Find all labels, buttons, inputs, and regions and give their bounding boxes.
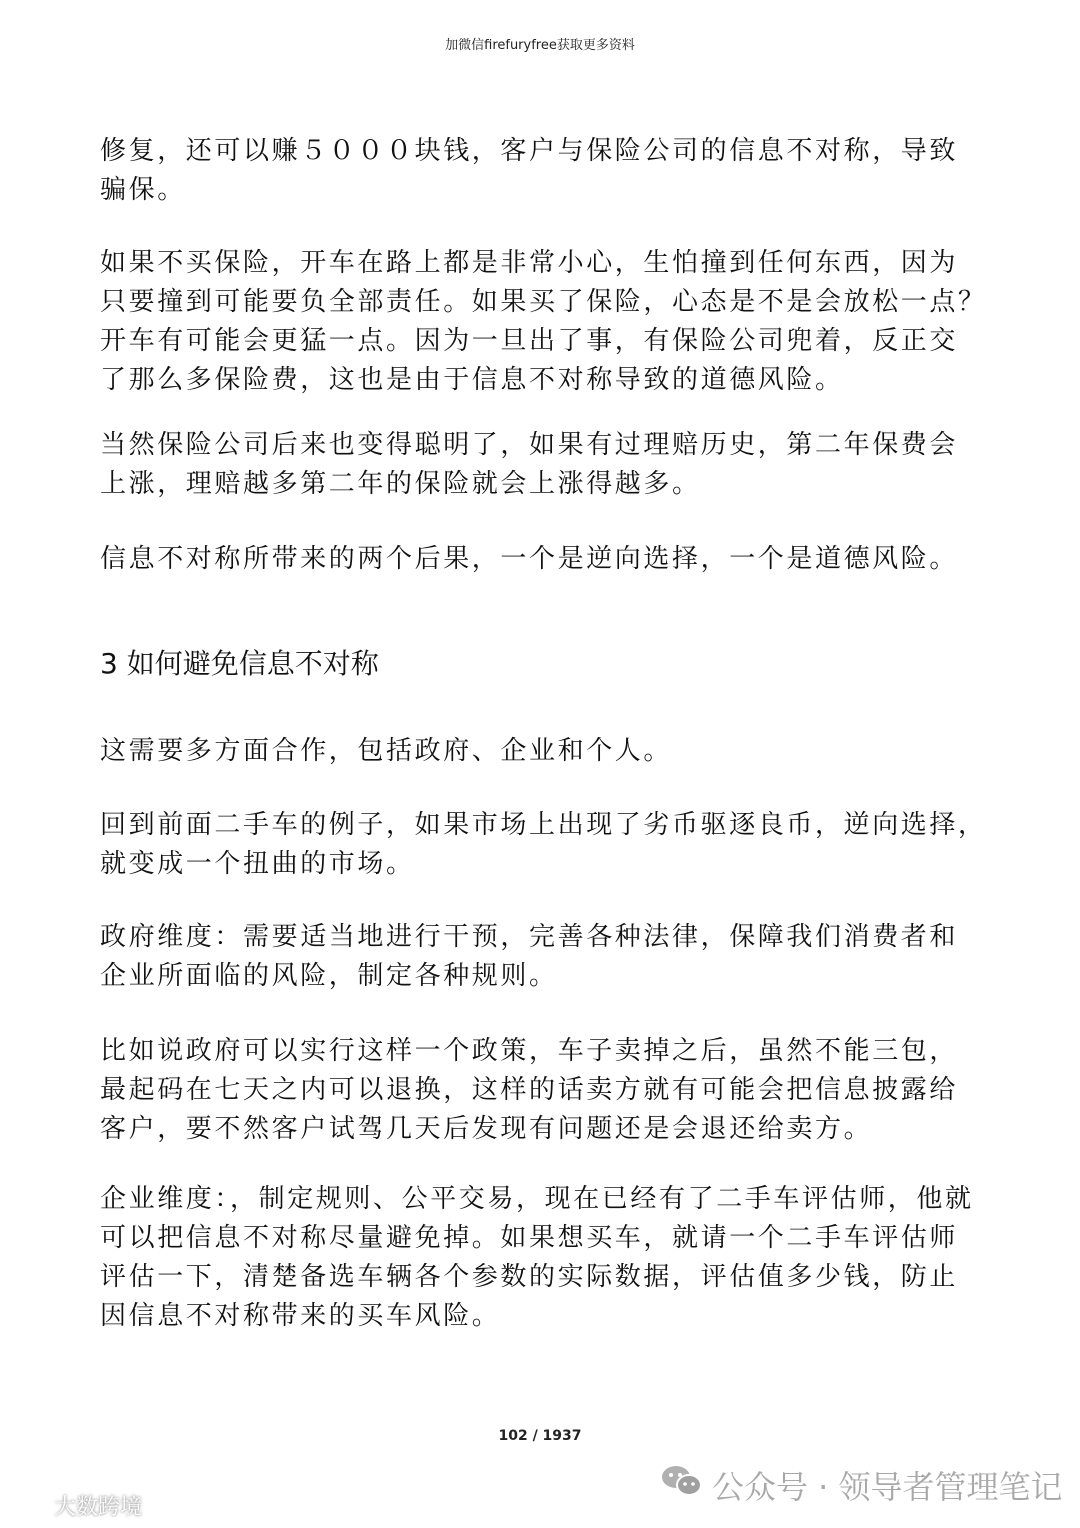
text-line: 企业所面临的风险，制定各种规则。 <box>100 961 558 991</box>
brand-text: 大数跨境 <box>54 1495 143 1520</box>
text-line: 可以把信息不对称尽量避免掉。如果想买车，就请一个二手车评估师 <box>100 1223 959 1253</box>
text-line: 只要撞到可能要负全部责任。如果买了保险，心态是不是会放松一点？ <box>100 287 987 317</box>
paragraph <box>100 918 990 996</box>
text-line: 评估一下，清楚备选车辆各个参数的实际数据，评估值多少钱，防止 <box>100 1262 959 1292</box>
text-line: 上涨，理赔越多第二年的保险就会上涨得越多。 <box>100 469 701 499</box>
text-line: 就变成一个扭曲的市场。 <box>100 849 415 879</box>
paragraph <box>100 244 990 400</box>
text-line: 因信息不对称带来的买车风险。 <box>100 1301 501 1331</box>
paragraph <box>100 806 990 884</box>
paragraph <box>100 132 990 210</box>
text-line: 骗保。 <box>100 175 186 205</box>
text-line: 最起码在七天之内可以退换，这样的话卖方就有可能会把信息披露给 <box>100 1075 959 1105</box>
text-line: 企业维度：，制定规则、公平交易，现在已经有了二手车评估师，他就 <box>100 1184 974 1214</box>
page-number: 102 / 1937 <box>498 1428 582 1444</box>
paragraph <box>100 540 990 579</box>
text-line: 这需要多方面合作，包括政府、企业和个人。 <box>100 736 673 766</box>
paragraph <box>100 1180 990 1336</box>
text-line: 了那么多保险费，这也是由于信息不对称导致的道德风险。 <box>100 365 844 395</box>
section-heading: 3 如何避免信息不对称 <box>100 647 379 680</box>
paragraph <box>100 1032 990 1149</box>
text-line: 回到前面二手车的例子，如果市场上出现了劣币驱逐良币，逆向选择， <box>100 810 987 840</box>
paragraph <box>100 732 990 771</box>
text-line: 政府维度：需要适当地进行干预，完善各种法律，保障我们消费者和 <box>100 922 959 952</box>
text-line: 修复，还可以赚５０００块钱，客户与保险公司的信息不对称，导致 <box>100 136 959 166</box>
brand-watermark <box>6 1490 142 1521</box>
watermark-text: 公众号 · 领导者管理笔记 <box>712 1468 1063 1506</box>
text-line: 比如说政府可以实行这样一个政策，车子卖掉之后，虽然不能三包， <box>100 1036 959 1066</box>
text-line: 开车有可能会更猛一点。因为一旦出了事，有保险公司兜着，反正交 <box>100 326 959 356</box>
page-header: 加微信firefuryfree获取更多资料 <box>445 38 635 53</box>
text-line: 客户，要不然客户试驾几天后发现有问题还是会退还给卖方。 <box>100 1114 873 1144</box>
wechat-icon <box>660 1463 704 1507</box>
text-line: 如果不买保险，开车在路上都是非常小心，生怕撞到任何东西，因为 <box>100 248 959 278</box>
text-line: 信息不对称所带来的两个后果，一个是逆向选择，一个是道德风险。 <box>100 544 959 574</box>
paragraph <box>100 426 990 504</box>
wechat-watermark <box>660 1462 1063 1508</box>
text-line: 当然保险公司后来也变得聪明了，如果有过理赔历史，第二年保费会 <box>100 430 959 460</box>
kuajing-logo-icon <box>6 1491 50 1521</box>
